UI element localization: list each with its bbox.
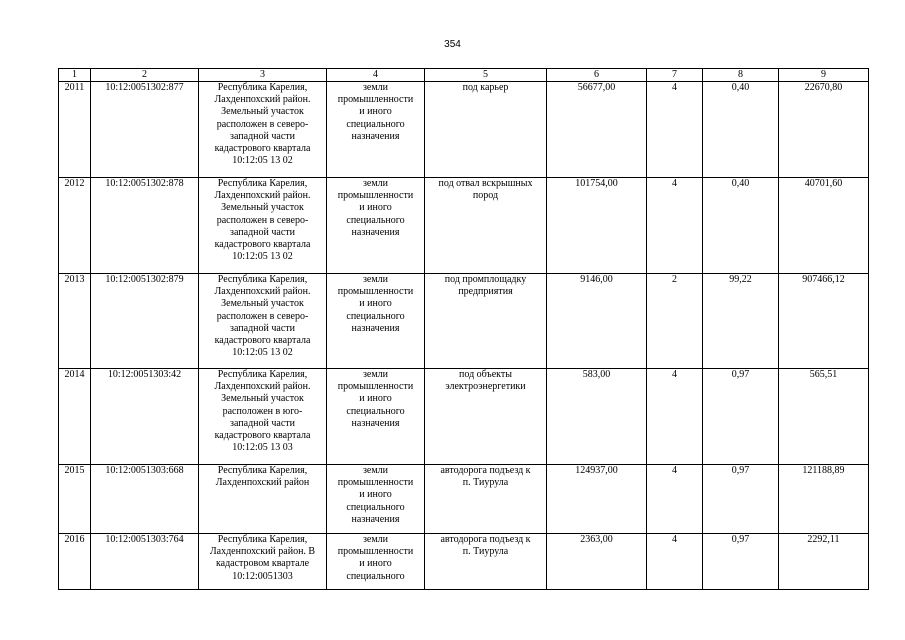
- area-value: 124937,00: [547, 465, 647, 534]
- cadastral-value: 907466,12: [779, 274, 869, 369]
- cadastral-number: 10:12:0051303:764: [91, 534, 199, 590]
- permitted-use: под отвал вскрышных пород: [425, 178, 547, 274]
- location-description: Республика Карелия, Лахденпохский район. Земельный участок расположен в юго- западной части кадастрового квартала 10:12:05 13 03: [199, 369, 327, 465]
- land-category: земли промышленности и иного специального назначения: [327, 465, 425, 534]
- row-number: 2014: [59, 369, 91, 465]
- group-number: 4: [647, 465, 703, 534]
- area-value: 9146,00: [547, 274, 647, 369]
- group-number: 4: [647, 82, 703, 178]
- permitted-use: под промплощадку предприятия: [425, 274, 547, 369]
- cadastral-number: 10:12:0051302:877: [91, 82, 199, 178]
- table-row: [59, 465, 869, 534]
- location-description: Республика Карелия, Лахденпохский район. Земельный участок расположен в северо- западной части кадастрового квартала 10:12:05 13 02: [199, 82, 327, 178]
- cadastral-number: 10:12:0051302:878: [91, 178, 199, 274]
- permitted-use: автодорога подъезд к п. Тиурула: [425, 534, 547, 590]
- cadastral-value: 22670,80: [779, 82, 869, 178]
- cadastral-value: 565,51: [779, 369, 869, 465]
- area-value: 56677,00: [547, 82, 647, 178]
- location-description: Республика Карелия, Лахденпохский район. Земельный участок расположен в северо- западной части кадастрового квартала 10:12:05 13 02: [199, 274, 327, 369]
- column-header-6: 6: [547, 69, 647, 82]
- location-description: Республика Карелия, Лахденпохский район. В кадастровом квартале 10:12:0051303: [199, 534, 327, 590]
- column-header-8: 8: [703, 69, 779, 82]
- area-value: 2363,00: [547, 534, 647, 590]
- land-registry-table: [58, 68, 869, 590]
- rate-value: 0,97: [703, 369, 779, 465]
- area-value: 583,00: [547, 369, 647, 465]
- land-category: земли промышленности и иного специального назначения: [327, 178, 425, 274]
- rate-value: 99,22: [703, 274, 779, 369]
- column-header-1: 1: [59, 69, 91, 82]
- group-number: 2: [647, 274, 703, 369]
- column-header-9: 9: [779, 69, 869, 82]
- group-number: 4: [647, 178, 703, 274]
- cadastral-value: 2292,11: [779, 534, 869, 590]
- table-row: [59, 274, 869, 369]
- cadastral-number: 10:12:0051303:668: [91, 465, 199, 534]
- rate-value: 0,40: [703, 178, 779, 274]
- land-category: земли промышленности и иного специального: [327, 534, 425, 590]
- land-category: земли промышленности и иного специального назначения: [327, 369, 425, 465]
- permitted-use: под карьер: [425, 82, 547, 178]
- row-number: 2012: [59, 178, 91, 274]
- column-header-7: 7: [647, 69, 703, 82]
- permitted-use: под объекты электроэнергетики: [425, 369, 547, 465]
- table-row: [59, 369, 869, 465]
- cadastral-value: 121188,89: [779, 465, 869, 534]
- area-value: 101754,00: [547, 178, 647, 274]
- permitted-use: автодорога подъезд к п. Тиурула: [425, 465, 547, 534]
- table-row: [59, 534, 869, 590]
- group-number: 4: [647, 534, 703, 590]
- column-header-2: 2: [91, 69, 199, 82]
- column-header-3: 3: [199, 69, 327, 82]
- row-number: 2013: [59, 274, 91, 369]
- table-row: [59, 178, 869, 274]
- column-header-5: 5: [425, 69, 547, 82]
- rate-value: 0,97: [703, 534, 779, 590]
- location-description: Республика Карелия, Лахденпохский район. Земельный участок расположен в северо- западной части кадастрового квартала 10:12:05 13 02: [199, 178, 327, 274]
- group-number: 4: [647, 369, 703, 465]
- rate-value: 0,40: [703, 82, 779, 178]
- land-category: земли промышленности и иного специального назначения: [327, 82, 425, 178]
- column-header-4: 4: [327, 69, 425, 82]
- row-number: 2011: [59, 82, 91, 178]
- location-description: Республика Карелия, Лахденпохский район: [199, 465, 327, 534]
- row-number: 2015: [59, 465, 91, 534]
- header-row: [59, 69, 869, 82]
- page-number: 354: [444, 39, 461, 50]
- cadastral-number: 10:12:0051302:879: [91, 274, 199, 369]
- land-category: земли промышленности и иного специального назначения: [327, 274, 425, 369]
- row-number: 2016: [59, 534, 91, 590]
- rate-value: 0,97: [703, 465, 779, 534]
- cadastral-number: 10:12:0051303:42: [91, 369, 199, 465]
- cadastral-value: 40701,60: [779, 178, 869, 274]
- table-row: [59, 82, 869, 178]
